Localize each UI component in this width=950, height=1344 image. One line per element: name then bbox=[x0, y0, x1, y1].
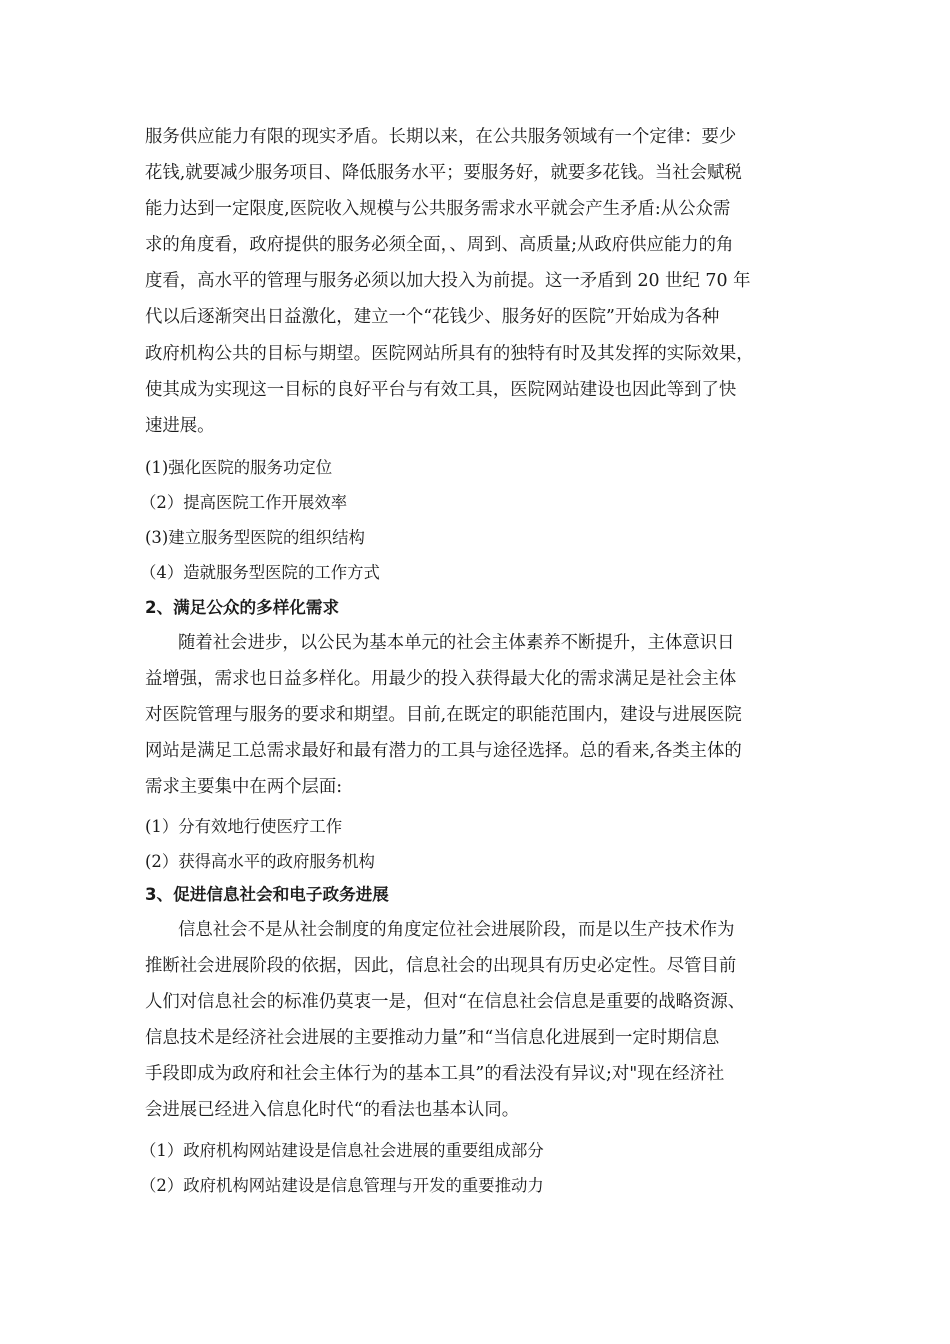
paragraph-line: 度看，高水平的管理与服务必须以加大投入为前提。这一矛盾到 20 世纪 70 年 bbox=[145, 271, 751, 291]
list-item: （1）政府机构网站建设是信息社会进展的重要组成部分 bbox=[140, 1141, 544, 1160]
paragraph-line: 能力达到一定限度,医院收入规模与公共服务需求水平就会产生矛盾:从公众需 bbox=[145, 199, 731, 219]
paragraph-line: 人们对信息社会的标准仍莫衷一是，但对“在信息社会信息是重要的战略资源、 bbox=[145, 992, 746, 1012]
paragraph-line: 推断社会进展阶段的依据，因此，信息社会的出现具有历史必定性。尽管目前 bbox=[145, 956, 737, 976]
paragraph-line: 手段即成为政府和社会主体行为的基本工具”的看法没有异议;对"现在经济社 bbox=[145, 1064, 725, 1084]
list-item: (2）获得高水平的政府服务机构 bbox=[145, 852, 375, 871]
paragraph-line: 使其成为实现这一目标的良好平台与有效工具，医院网站建设也因此等到了快 bbox=[145, 380, 737, 400]
paragraph-line: 花钱,就要减少服务项目、降低服务水平；要服务好，就要多花钱。当社会赋税 bbox=[145, 163, 742, 183]
paragraph-line: 求的角度看，政府提供的服务必须全面，、周到、高质量;从政府供应能力的角 bbox=[145, 235, 734, 255]
section-heading: 2、满足公众的多样化需求 bbox=[145, 598, 340, 617]
paragraph-line: 需求主要集中在两个层面: bbox=[145, 777, 343, 797]
paragraph-line: 益增强，需求也日益多样化。用最少的投入获得最大化的需求满足是社会主体 bbox=[145, 669, 737, 689]
paragraph-line: 速进展。 bbox=[145, 416, 215, 436]
paragraph-line: 信息技术是经济社会进展的主要推动力量”和“当信息化进展到一定时期信息 bbox=[145, 1028, 720, 1048]
paragraph-line: 随着社会进步，以公民为基本单元的社会主体素养不断提升，主体意识日 bbox=[178, 633, 735, 653]
paragraph-line: 网站是满足工总需求最好和最有潜力的工具与途径选择。总的看来,各类主体的 bbox=[145, 741, 742, 761]
paragraph-line: 政府机构公共的目标与期望。医院网站所具有的独特有时及其发挥的实际效果， bbox=[145, 344, 754, 364]
list-item: （2）政府机构网站建设是信息管理与开发的重要推动力 bbox=[140, 1176, 544, 1195]
list-item: （2）提高医院工作开展效率 bbox=[140, 493, 348, 512]
paragraph-line: 信息社会不是从社会制度的角度定位社会进展阶段，而是以生产技术作为 bbox=[178, 920, 735, 940]
paragraph-line: 对医院管理与服务的要求和期望。目前,在既定的职能范围内，建设与进展医院 bbox=[145, 705, 742, 725]
list-item: (1）分有效地行使医疗工作 bbox=[145, 817, 343, 836]
section-heading: 3、促进信息社会和电子政务进展 bbox=[145, 885, 389, 904]
paragraph-line: 服务供应能力有限的现实矛盾。长期以来，在公共服务领域有一个定律：要少 bbox=[145, 127, 737, 147]
list-item: （4）造就服务型医院的工作方式 bbox=[140, 563, 380, 582]
paragraph-line: 会进展已经进入信息化时代“的看法也基本认同。 bbox=[145, 1100, 520, 1120]
list-item: (3)建立服务型医院的组织结构 bbox=[145, 528, 365, 547]
paragraph-line: 代以后逐渐突出日益激化，建立一个“花钱少、服务好的医院”开始成为各种 bbox=[145, 307, 720, 327]
list-item: (1)强化医院的服务功定位 bbox=[145, 458, 333, 477]
